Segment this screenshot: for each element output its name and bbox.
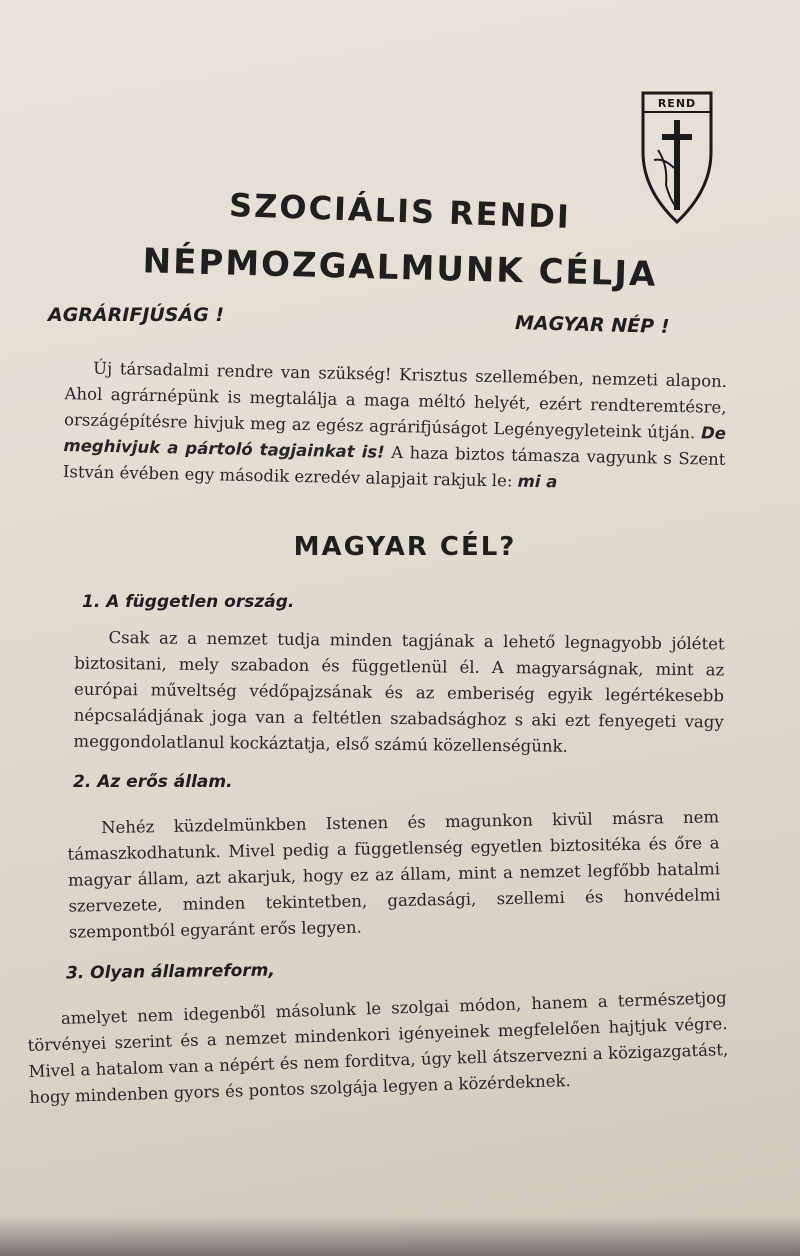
intro-emphasis-1: De meghivjuk a pártoló tagjainkat is! xyxy=(63,423,727,462)
section-3-body xyxy=(27,985,730,1111)
emblem-label: REND xyxy=(657,97,697,110)
section-1-heading: 1. A független ország. xyxy=(82,592,295,612)
section-3-heading: 3. Olyan államreform, xyxy=(65,960,276,984)
intro-text-2: A haza biztos támasza vagyunk s Szent István évében egy második ezredév alapjait rakjuk le: xyxy=(62,442,726,491)
intro-emphasis-2: mi a xyxy=(517,471,558,492)
title-line-2: NÉPMOZGALMUNK CÉLJA xyxy=(142,241,658,295)
title-line-1: SZOCIÁLIS RENDI xyxy=(228,186,572,236)
intro-paragraph xyxy=(63,355,728,499)
section-title: MAGYAR CÉL? xyxy=(293,532,517,562)
slogan-right: MAGYAR NÉP ! xyxy=(514,311,670,339)
section-3-text: amelyet nem idegenből másolunk le szolgai módon, hanem a természetjog törvényei szerint és a nemzet mindenkori igényeinek megfelelően hajtjuk végre. Mivel a hatalom van a népért és nem forditva, úgy kell átszervezni a közigazgatást, hogy mindenben gyors és pontos szolgája legyen a közérdeknek. xyxy=(27,988,729,1107)
intro-text-1: Új társadalmi rendre van szükség! Krisztus szellemében, nemzeti alapon. Ahol agrárnépünk is megtalálja a maga méltó helyét, ezért rendteremtésre, országépítésre hivjuk meg az egész agrárifjúságot Legényegyleteink útján. xyxy=(63,358,728,443)
section-1-body xyxy=(73,625,724,762)
slogan-left: AGRÁRIFJÚSÁG ! xyxy=(48,304,225,326)
section-1-text: Csak az a nemzet tudja minden tagjának a lehető legnagyobb jólétet biztositani, mely szabadon és függetlenül él. A magyarságnak, mint az európai műveltség védőpajzsának és az emberiség egyik legértékesebb népcsaládjának joga van a feltétlen szabadsághoz s aki ezt fenyegeti vagy meggondolatlanul kockáztatja, első számú közellenségünk. xyxy=(73,627,725,756)
section-2-body xyxy=(67,804,721,945)
section-2-text: Nehéz küzdelmünkben Istenen és magunkon kivül másra nem támaszkodhatunk. Mivel pedig a függetlenség egyetlen biztositéka és őre a magyar állam, azt akarjuk, hogy ez az állam, mint a nemzet legfőbb hatalmi szervezete, minden tekintetben, gazdasági, szellemi és honvédelmi szempontból egyaránt erős legyen. xyxy=(67,807,721,942)
section-2-heading: 2. Az erős állam. xyxy=(73,772,233,792)
